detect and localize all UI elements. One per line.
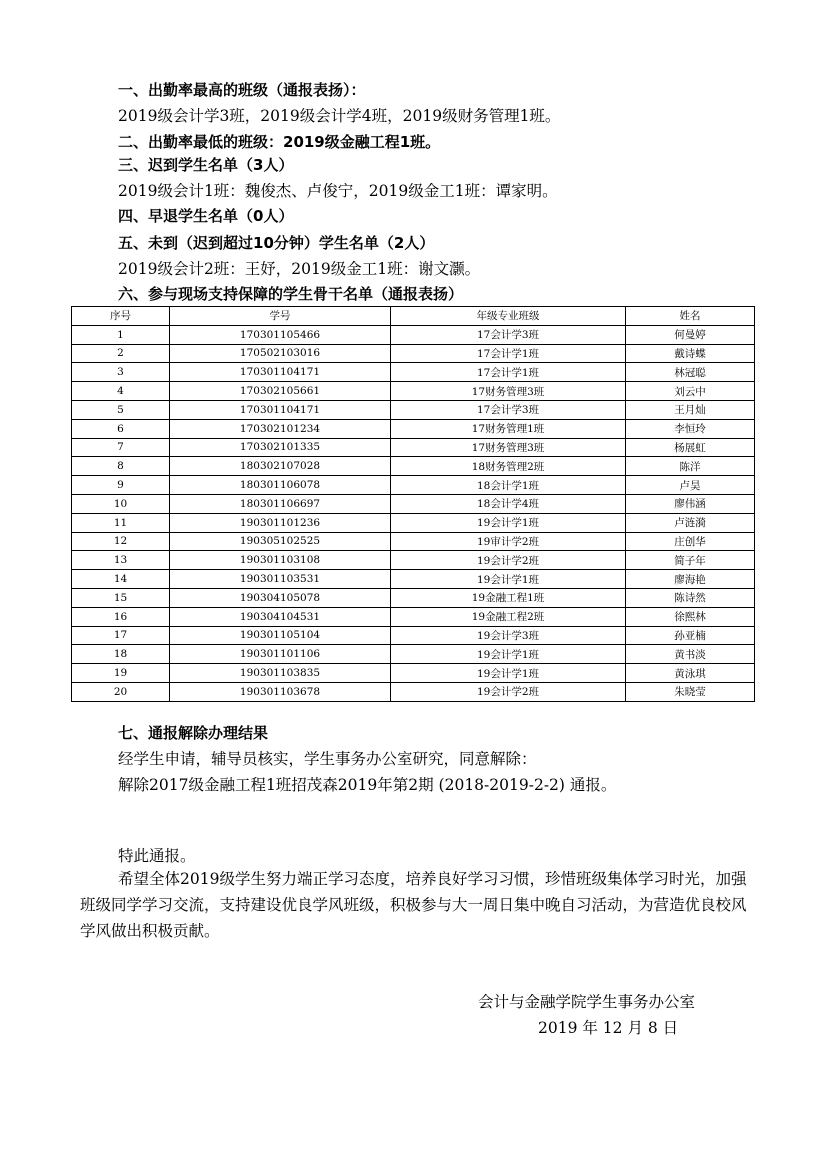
section-3-title: 三、迟到学生名单（3人） <box>118 156 294 174</box>
cell-student-id: 170301104171 <box>170 400 391 419</box>
section-5-title: 五、未到（迟到超过10分钟）学生名单（2人） <box>118 234 435 252</box>
cell-class: 19会计学2班 <box>391 682 626 701</box>
closing-notice: 特此通报。 <box>118 847 196 865</box>
cell-class: 17会计学3班 <box>391 325 626 344</box>
header-name: 姓名 <box>626 307 755 326</box>
cell-class: 17财务管理1班 <box>391 419 626 438</box>
cell-name: 卢昊 <box>626 476 755 495</box>
cell-name: 庄创华 <box>626 532 755 551</box>
cell-student-id: 190301103531 <box>170 570 391 589</box>
cell-student-id: 190301101106 <box>170 645 391 664</box>
table-header-row <box>72 307 755 326</box>
cell-class: 19会计学1班 <box>391 645 626 664</box>
cell-name: 廖伟涵 <box>626 494 755 513</box>
cell-name: 陈洋 <box>626 457 755 476</box>
cell-index: 16 <box>72 607 170 626</box>
cell-student-id: 170302101335 <box>170 438 391 457</box>
cell-name: 戴诗蝶 <box>626 344 755 363</box>
cell-class: 19会计学3班 <box>391 626 626 645</box>
cell-student-id: 180302107028 <box>170 457 391 476</box>
table-row <box>72 513 755 532</box>
cell-student-id: 180301106697 <box>170 494 391 513</box>
cell-name: 刘云中 <box>626 382 755 401</box>
section-7-title: 七、通报解除办理结果 <box>118 724 269 742</box>
cell-student-id: 170302101234 <box>170 419 391 438</box>
cell-class: 17财务管理3班 <box>391 382 626 401</box>
cell-name: 陈诗然 <box>626 588 755 607</box>
cell-student-id: 190301101236 <box>170 513 391 532</box>
cell-name: 李恒玲 <box>626 419 755 438</box>
cell-index: 4 <box>72 382 170 401</box>
table-row <box>72 494 755 513</box>
table-row <box>72 438 755 457</box>
closing-body: 希望全体2019级学生努力端正学习态度，培养良好学习习惯，珍惜班级集体学习时光，加强班级同学学习交流，支持建设优良学风班级，积极参与大一周日集中晚自习活动，为营造优良校风学风做出积极贡献。 <box>80 870 747 940</box>
table-row <box>72 551 755 570</box>
cell-class: 18财务管理2班 <box>391 457 626 476</box>
cell-student-id: 170301105466 <box>170 325 391 344</box>
header-student-id: 学号 <box>170 307 391 326</box>
cell-index: 2 <box>72 344 170 363</box>
cell-class: 17会计学1班 <box>391 363 626 382</box>
table-row <box>72 664 755 683</box>
cell-class: 19会计学1班 <box>391 664 626 683</box>
table-row <box>72 532 755 551</box>
cell-index: 18 <box>72 645 170 664</box>
signature-date: 2019 年 12 月 8 日 <box>538 1019 679 1037</box>
cell-name: 黄书淡 <box>626 645 755 664</box>
section-2-title: 二、出勤率最低的班级：2019级金融工程1班。 <box>118 133 441 151</box>
section-1-body: 2019级会计学3班，2019级会计学4班，2019级财务管理1班。 <box>118 107 561 125</box>
cell-student-id: 170302105661 <box>170 382 391 401</box>
cell-name: 王月灿 <box>626 400 755 419</box>
cell-index: 13 <box>72 551 170 570</box>
cell-class: 17财务管理3班 <box>391 438 626 457</box>
cell-class: 18会计学4班 <box>391 494 626 513</box>
table-row <box>72 570 755 589</box>
cell-class: 19会计学1班 <box>391 570 626 589</box>
table-row <box>72 325 755 344</box>
cell-name: 朱晓莹 <box>626 682 755 701</box>
cell-class: 19会计学2班 <box>391 551 626 570</box>
cell-name: 黄泳琪 <box>626 664 755 683</box>
table-row <box>72 682 755 701</box>
cell-index: 6 <box>72 419 170 438</box>
table-row <box>72 588 755 607</box>
header-index: 序号 <box>72 307 170 326</box>
section-3-body: 2019级会计1班：魏俊杰、卢俊宁，2019级金工1班：谭家明。 <box>118 182 558 200</box>
table-row <box>72 382 755 401</box>
cell-student-id: 190301103678 <box>170 682 391 701</box>
cell-index: 11 <box>72 513 170 532</box>
cell-index: 7 <box>72 438 170 457</box>
table-row <box>72 363 755 382</box>
cell-index: 19 <box>72 664 170 683</box>
cell-class: 18会计学1班 <box>391 476 626 495</box>
student-roster-table <box>71 306 755 702</box>
cell-name: 卢涟漪 <box>626 513 755 532</box>
cell-index: 12 <box>72 532 170 551</box>
cell-class: 19金融工程1班 <box>391 588 626 607</box>
cell-student-id: 170502103016 <box>170 344 391 363</box>
header-class: 年级专业班级 <box>391 307 626 326</box>
cell-index: 8 <box>72 457 170 476</box>
table-row <box>72 400 755 419</box>
cell-index: 5 <box>72 400 170 419</box>
cell-student-id: 190304105078 <box>170 588 391 607</box>
cell-class: 19金融工程2班 <box>391 607 626 626</box>
section-6-title: 六、参与现场支持保障的学生骨干名单（通报表扬） <box>118 285 464 303</box>
table-row <box>72 457 755 476</box>
table-row <box>72 419 755 438</box>
cell-index: 9 <box>72 476 170 495</box>
cell-index: 15 <box>72 588 170 607</box>
cell-index: 3 <box>72 363 170 382</box>
cell-index: 1 <box>72 325 170 344</box>
cell-class: 19会计学1班 <box>391 513 626 532</box>
cell-student-id: 170301104171 <box>170 363 391 382</box>
cell-student-id: 180301106078 <box>170 476 391 495</box>
section-7-body-2: 解除2017级金融工程1班招茂森2019年第2期 (2018-2019-2-2) 通报。 <box>118 776 617 794</box>
cell-class: 17会计学1班 <box>391 344 626 363</box>
table-row <box>72 626 755 645</box>
cell-student-id: 190304104531 <box>170 607 391 626</box>
cell-name: 何曼婷 <box>626 325 755 344</box>
cell-name: 简子年 <box>626 551 755 570</box>
table-row <box>72 344 755 363</box>
section-7-body-1: 经学生申请，辅导员核实，学生事务办公室研究，同意解除： <box>118 750 537 768</box>
section-1-title: 一、出勤率最高的班级（通报表扬）： <box>118 81 366 99</box>
signature-office: 会计与金融学院学生事务办公室 <box>478 993 696 1011</box>
cell-class: 19审计学2班 <box>391 532 626 551</box>
cell-index: 17 <box>72 626 170 645</box>
section-4-title: 四、早退学生名单（0人） <box>118 207 294 225</box>
table-row <box>72 607 755 626</box>
cell-index: 20 <box>72 682 170 701</box>
cell-index: 10 <box>72 494 170 513</box>
cell-name: 林冠聪 <box>626 363 755 382</box>
cell-name: 廖海艳 <box>626 570 755 589</box>
cell-student-id: 190301103108 <box>170 551 391 570</box>
cell-student-id: 190305102525 <box>170 532 391 551</box>
table-row <box>72 476 755 495</box>
cell-student-id: 190301103835 <box>170 664 391 683</box>
cell-name: 杨展虹 <box>626 438 755 457</box>
cell-class: 17会计学3班 <box>391 400 626 419</box>
cell-student-id: 190301105104 <box>170 626 391 645</box>
section-5-body: 2019级会计2班：王妤，2019级金工1班：谢文灏。 <box>118 260 481 278</box>
cell-index: 14 <box>72 570 170 589</box>
cell-name: 徐熙林 <box>626 607 755 626</box>
cell-name: 孙亚楠 <box>626 626 755 645</box>
table-row <box>72 645 755 664</box>
